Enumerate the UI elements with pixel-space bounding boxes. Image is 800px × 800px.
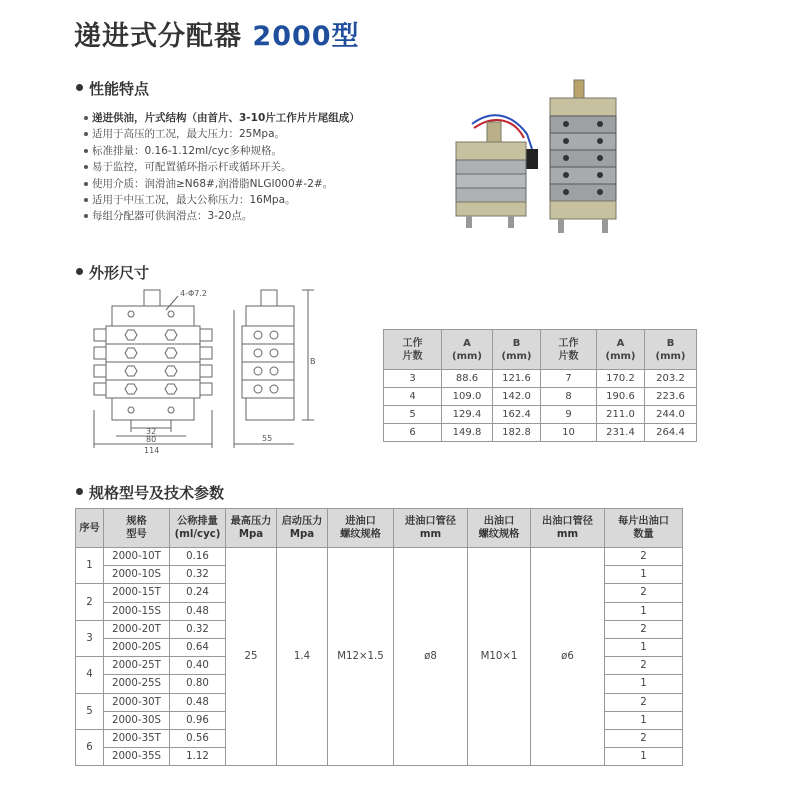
spec-header-cell: 出油口管径 mm [531, 509, 605, 548]
dim-cell: 9 [541, 406, 597, 424]
dim-cell: 149.8 [442, 424, 493, 442]
spec-model-cell: 2000-25T [104, 657, 170, 675]
dim-cell: 3 [384, 370, 442, 388]
page-title [74, 14, 360, 53]
dim-cell: 129.4 [442, 406, 493, 424]
spec-displacement-cell: 0.48 [170, 693, 226, 711]
dim-cell: 231.4 [597, 424, 645, 442]
spec-header-cell: 每片出油口 数量 [605, 509, 683, 548]
spec-displacement-cell: 0.96 [170, 711, 226, 729]
dim-cell: 10 [541, 424, 597, 442]
spec-displacement-cell: 0.24 [170, 584, 226, 602]
spec-model-cell: 2000-30T [104, 693, 170, 711]
spec-outlets-cell: 1 [605, 566, 683, 584]
spec-displacement-cell: 0.48 [170, 602, 226, 620]
dim-cell: 88.6 [442, 370, 493, 388]
dim-header-cell: 工作 片数 [384, 330, 442, 370]
spec-outlets-cell: 2 [605, 548, 683, 566]
dim-header-cell: A (mm) [597, 330, 645, 370]
hole-label: 4-Φ7.2 [180, 289, 207, 298]
dim-cell: 203.2 [645, 370, 697, 388]
table-row [76, 548, 683, 566]
spec-model-cell: 2000-25S [104, 675, 170, 693]
spec-no-cell: 5 [76, 693, 104, 729]
features-heading: 性能特点 [76, 78, 149, 99]
spec-displacement-cell: 0.56 [170, 729, 226, 747]
spec-displacement-cell: 0.64 [170, 638, 226, 656]
feature-item: 递进供油，片式结构（由首片、3-10片工作片片尾组成） [84, 110, 360, 126]
dim-80-label: 80 [146, 435, 157, 444]
dim-cell: 211.0 [597, 406, 645, 424]
spec-model-cell: 2000-15T [104, 584, 170, 602]
dimension-drawing [86, 284, 366, 456]
spec-no-cell: 3 [76, 620, 104, 656]
spec-model-cell: 2000-15S [104, 602, 170, 620]
spec-shared-inlet-thread: M12×1.5 [328, 548, 394, 766]
dim-cell: 142.0 [493, 388, 541, 406]
table-row [384, 406, 697, 424]
spec-header-cell: 进油口管径 mm [394, 509, 468, 548]
features-list [84, 110, 360, 225]
feature-item: 适用于中压工况，最大公称压力：16Mpa。 [84, 192, 360, 208]
table-row [384, 370, 697, 388]
spec-model-cell: 2000-35S [104, 748, 170, 766]
feature-item: 适用于高压的工况，最大压力：25Mpa。 [84, 126, 360, 142]
dim-cell: 170.2 [597, 370, 645, 388]
feature-item: 每组分配器可供润滑点：3-20点。 [84, 208, 360, 224]
bullet-dot-icon [76, 268, 83, 275]
feature-item: 易于监控，可配置循环指示杆或循环开关。 [84, 159, 360, 175]
feature-item: 标准排量：0.16-1.12ml/cyc多种规格。 [84, 143, 360, 159]
spec-outlets-cell: 1 [605, 638, 683, 656]
spec-displacement-cell: 0.40 [170, 657, 226, 675]
spec-no-cell: 2 [76, 584, 104, 620]
spec-shared-inlet-dia: ø8 [394, 548, 468, 766]
spec-outlets-cell: 2 [605, 657, 683, 675]
spec-outlets-cell: 1 [605, 675, 683, 693]
spec-header-cell: 最高压力 Mpa [226, 509, 277, 548]
spec-model-cell: 2000-10S [104, 566, 170, 584]
dim-header-cell: A (mm) [442, 330, 493, 370]
spec-displacement-cell: 0.80 [170, 675, 226, 693]
spec-shared-start-pressure: 1.4 [277, 548, 328, 766]
model-name: 2000型 [252, 21, 360, 52]
spec-displacement-cell: 1.12 [170, 748, 226, 766]
spec-model-cell: 2000-10T [104, 548, 170, 566]
dim-b-label: B [310, 357, 316, 366]
dim-cell: 190.6 [597, 388, 645, 406]
spec-displacement-cell: 0.32 [170, 566, 226, 584]
dim-114-label: 114 [144, 446, 160, 455]
spec-header-cell: 出油口 螺纹规格 [468, 509, 531, 548]
dim-cell: 264.4 [645, 424, 697, 442]
feature-item: 使用介质：润滑油≥N68#,润滑脂NLGI000#-2#。 [84, 176, 360, 192]
dim-cell: 244.0 [645, 406, 697, 424]
dim-header-cell: B (mm) [645, 330, 697, 370]
dim-cell: 121.6 [493, 370, 541, 388]
dim-32-label: 32 [146, 427, 157, 436]
title-text: 递进式分配器 [74, 21, 242, 52]
spec-header-cell: 序号 [76, 509, 104, 548]
spec-outlets-cell: 2 [605, 729, 683, 747]
spec-no-cell: 6 [76, 729, 104, 765]
spec-header-cell: 公称排量 (ml/cyc) [170, 509, 226, 548]
dim-55-label: 55 [262, 434, 273, 443]
product-photo-large [544, 78, 624, 238]
spec-no-cell: 4 [76, 657, 104, 693]
spec-table [75, 508, 683, 766]
spec-header-cell: 进油口 螺纹规格 [328, 509, 394, 548]
dimension-table [383, 329, 697, 442]
dim-header-cell: 工作 片数 [541, 330, 597, 370]
bullet-dot-icon [76, 84, 83, 91]
table-row [384, 424, 697, 442]
spec-heading: 规格型号及技术参数 [76, 482, 224, 503]
spec-outlets-cell: 1 [605, 602, 683, 620]
spec-model-cell: 2000-20T [104, 620, 170, 638]
spec-shared-outlet-dia: ø6 [531, 548, 605, 766]
dim-cell: 109.0 [442, 388, 493, 406]
spec-outlets-cell: 2 [605, 693, 683, 711]
spec-outlets-cell: 1 [605, 711, 683, 729]
dim-cell: 182.8 [493, 424, 541, 442]
spec-outlets-cell: 2 [605, 584, 683, 602]
dim-cell: 223.6 [645, 388, 697, 406]
spec-model-cell: 2000-35T [104, 729, 170, 747]
dim-cell: 4 [384, 388, 442, 406]
spec-displacement-cell: 0.32 [170, 620, 226, 638]
dim-cell: 162.4 [493, 406, 541, 424]
dim-cell: 5 [384, 406, 442, 424]
spec-shared-max-pressure: 25 [226, 548, 277, 766]
spec-model-cell: 2000-30S [104, 711, 170, 729]
dim-cell: 7 [541, 370, 597, 388]
spec-outlets-cell: 2 [605, 620, 683, 638]
dimensions-heading: 外形尺寸 [76, 262, 149, 283]
bullet-dot-icon [76, 488, 83, 495]
table-row [384, 388, 697, 406]
spec-model-cell: 2000-20S [104, 638, 170, 656]
spec-outlets-cell: 1 [605, 748, 683, 766]
spec-displacement-cell: 0.16 [170, 548, 226, 566]
dim-cell: 8 [541, 388, 597, 406]
spec-shared-outlet-thread: M10×1 [468, 548, 531, 766]
dim-header-cell: B (mm) [493, 330, 541, 370]
spec-header-cell: 启动压力 Mpa [277, 509, 328, 548]
product-photo-small [452, 104, 542, 234]
spec-header-cell: 规格 型号 [104, 509, 170, 548]
spec-no-cell: 1 [76, 548, 104, 584]
dim-cell: 6 [384, 424, 442, 442]
